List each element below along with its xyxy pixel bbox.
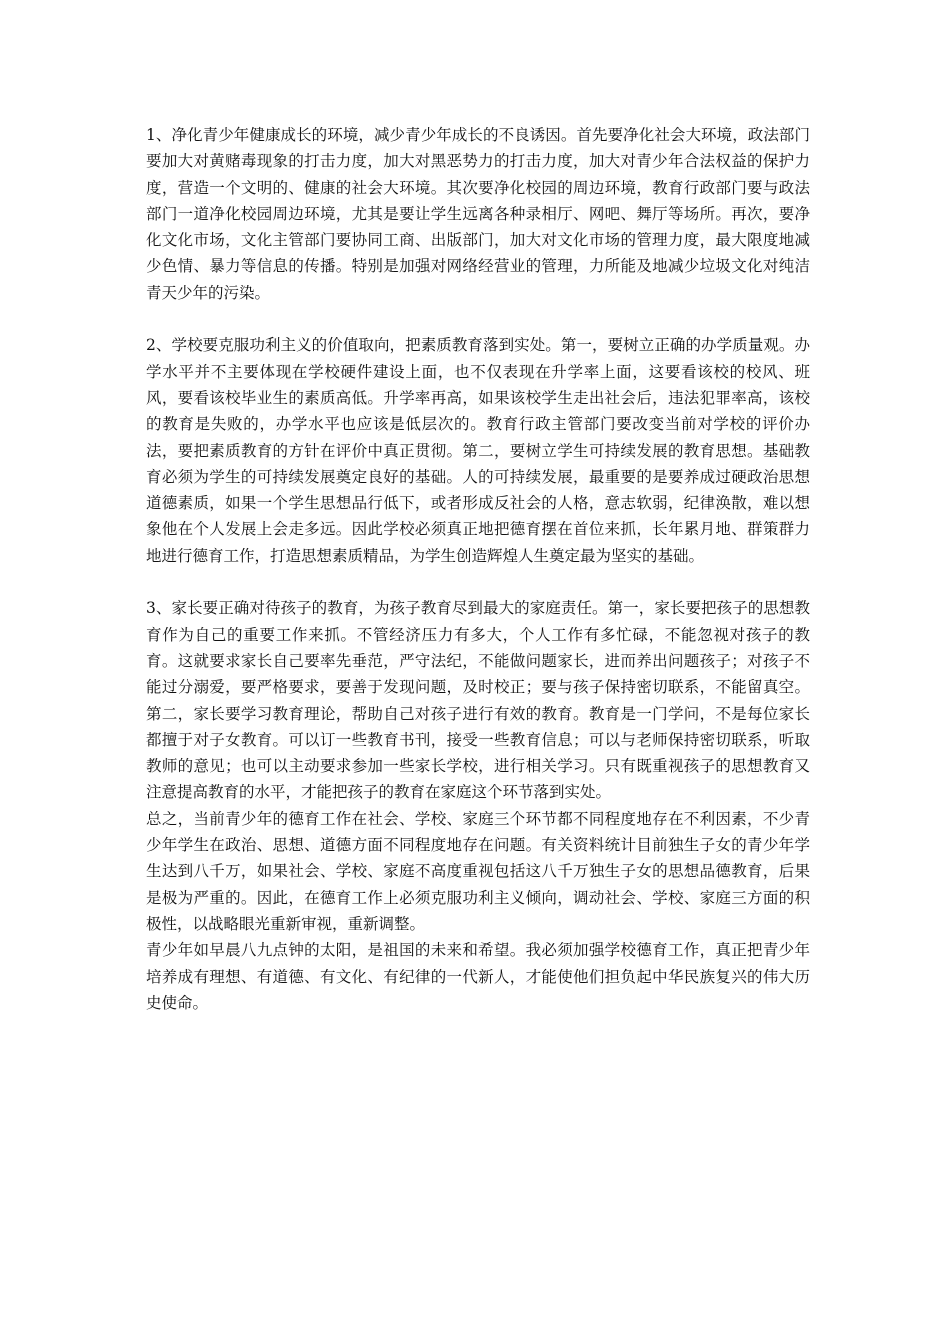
document-body	[146, 122, 810, 1016]
paragraph-closing: 青少年如早晨八九点钟的太阳，是祖国的未来和希望。我必须加强学校德育工作，真正把青少年培养成有理想、有道德、有文化、有纪律的一代新人，才能使他们担负起中华民族复兴的伟大历史使命。	[146, 941, 810, 1012]
paragraph-spacer	[146, 569, 810, 595]
paragraph-school-quality-education: 2、学校要克服功利主义的价值取向，把素质教育落到实处。第一，要树立正确的办学质量观。办学水平并不主要体现在学校硬件建设上面，也不仅表现在升学率上面，这要看该校的校风、班风，要看该校毕业生的素质高低。升学率再高，如果该校学生走出社会后，违法犯罪率高，该校的教育是失败的，办学水平也应该是低层次的。教育行政主管部门要改变当前对学校的评价办法，要把素质教育的方针在评价中真正贯彻。第二，要树立学生可持续发展的教育思想。基础教育必须为学生的可持续发展奠定良好的基础。人的可持续发展，最重要的是要养成过硬政治思想道德素质，如果一个学生思想品行低下，或者形成反社会的人格，意志软弱，纪律涣散，难以想象他在个人发展上会走多远。因此学校必须真正地把德育摆在首位来抓，长年累月地、群策群力地进行德育工作，打造思想素质精品，为学生创造辉煌人生奠定最为坚实的基础。	[146, 336, 810, 565]
paragraph-conclusion: 总之，当前青少年的德育工作在社会、学校、家庭三个环节都不同程度地存在不利因素，不少青少年学生在政治、思想、道德方面不同程度地存在问题。有关资料统计目前独生子女的青少年学生达到八千万，如果社会、学校、家庭不高度重视包括这八千万独生子女的思想品德教育，后果是极为严重的。因此，在德育工作上必须克服功利主义倾向，调动社会、学校、家庭三方面的积极性，以战略眼光重新审视，重新调整。	[146, 809, 810, 933]
paragraph-parent-responsibility: 3、家长要正确对待孩子的教育，为孩子教育尽到最大的家庭责任。第一，家长要把孩子的思想教育作为自己的重要工作来抓。不管经济压力有多大，个人工作有多忙碌，不能忽视对孩子的教育。这就要求家长自己要率先垂范，严守法纪，不能做问题家长，进而养出问题孩子；对孩子不能过分溺爱，要严格要求，要善于发现问题，及时校正；要与孩子保持密切联系，不能留真空。第二，家长要学习教育理论，帮助自己对孩子进行有效的教育。教育是一门学问，不是每位家长都擅于对子女教育。可以订一些教育书刊，接受一些教育信息；可以与老师保持密切联系，听取教师的意见；也可以主动要求参加一些家长学校，进行相关学习。只有既重视孩子的思想教育又注意提高教育的水平，才能把孩子的教育在家庭这个环节落到实处。	[146, 599, 810, 802]
paragraph-purify-environment: 1、净化青少年健康成长的环境，减少青少年成长的不良诱因。首先要净化社会大环境，政法部门要加大对黄赌毒现象的打击力度，加大对黑恶势力的打击力度，加大对青少年合法权益的保护力度，营造一个文明的、健康的社会大环境。其次要净化校园的周边环境，教育行政部门要与政法部门一道净化校园周边环境，尤其是要让学生远离各种录相厅、网吧、舞厅等场所。再次，要净化文化市场，文化主管部门要协同工商、出版部门，加大对文化市场的管理力度，最大限度地减少色情、暴力等信息的传播。特别是加强对网络经营业的管理，力所能及地减少垃圾文化对纯洁青天少年的污染。	[146, 126, 810, 302]
paragraph-spacer	[146, 306, 810, 332]
